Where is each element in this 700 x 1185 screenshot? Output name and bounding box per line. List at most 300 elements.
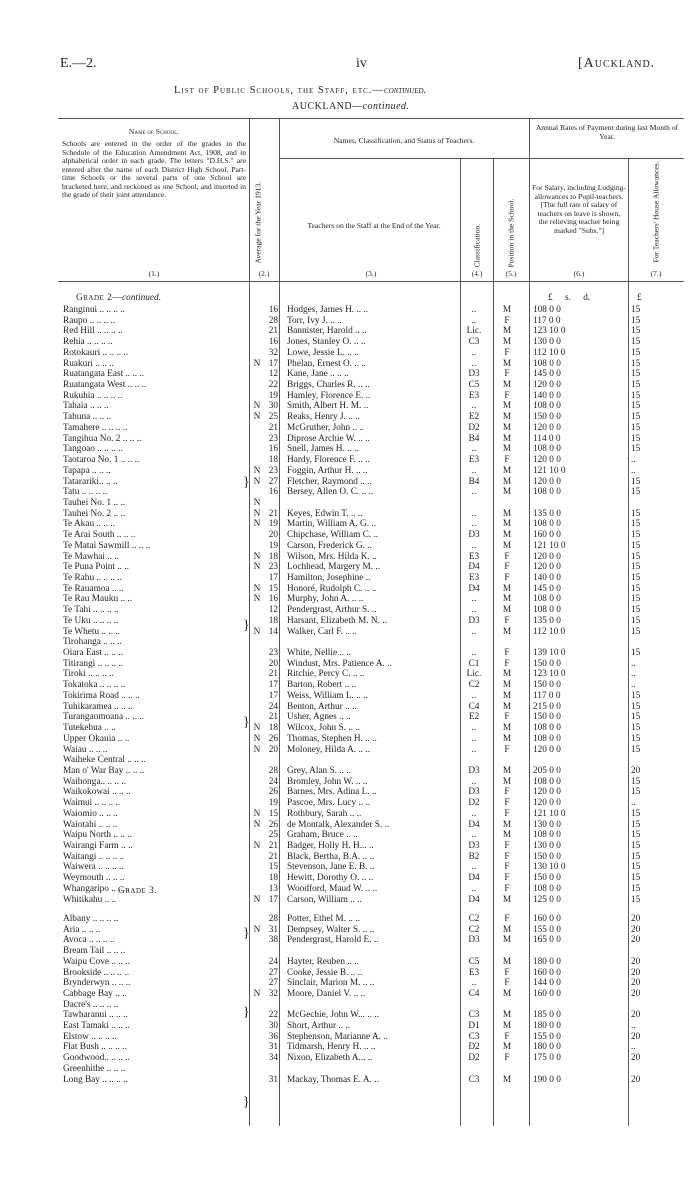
cell-pos: M xyxy=(502,465,512,476)
table-row xyxy=(63,809,683,819)
cell-teacher: Hayter, Reuben .. .. xyxy=(287,956,359,967)
cell-cls: B4 xyxy=(468,433,480,444)
cell-allow: 15 xyxy=(631,583,641,594)
cell-teacher: de Montalk, Alexander S. .. xyxy=(287,819,390,830)
cell-avg: 21 xyxy=(268,669,278,680)
table-row xyxy=(63,1000,683,1010)
cell-school: Aria .. .. .. xyxy=(63,924,101,935)
cell-cls: C3 xyxy=(468,1074,480,1085)
cell-cls: .. xyxy=(471,444,477,455)
cell-cls: .. xyxy=(471,808,477,819)
cell-pos: F xyxy=(504,873,510,884)
cell-cls: .. xyxy=(471,305,477,315)
cell-allow: 15 xyxy=(631,819,641,830)
table-row xyxy=(63,1064,683,1074)
cell-allow: 15 xyxy=(631,862,641,873)
cell-cls: .. xyxy=(471,519,477,530)
cell-school: Tiroki .. .. .. .. xyxy=(63,669,114,680)
cell-school: Waikokowai .. .. .. xyxy=(63,787,131,798)
table-row xyxy=(63,669,683,679)
cell-pay: 150 0 0 xyxy=(533,851,561,862)
table-row xyxy=(63,1042,683,1052)
cell-teacher: Usher, Agnes .. .. xyxy=(287,712,351,723)
cell-school: Te Uku .. .. .. .. xyxy=(63,615,119,626)
cell-school: Te Matai Sawmill .. .. .. xyxy=(63,540,151,551)
cell-teacher: Carson, Frederick G. .. xyxy=(287,540,372,551)
cell-pos: M xyxy=(502,326,512,337)
cell-teacher: Windust, Mrs. Patience A. .. xyxy=(287,658,392,669)
cell-n: N xyxy=(253,808,261,819)
cell-school: Weymouth .. .. .. xyxy=(63,873,125,884)
cell-avg: 21 xyxy=(268,326,278,337)
cell-teacher: Pascoe, Mrs. Lucy .. .. xyxy=(287,798,371,809)
cell-avg: 21 xyxy=(268,508,278,519)
cell-pos: M xyxy=(502,1042,512,1053)
cell-teacher: Diprose Archie W. .. .. xyxy=(287,433,370,444)
cell-allow: .. xyxy=(631,455,636,466)
cell-pos: M xyxy=(502,830,512,841)
cell-avg: 32 xyxy=(268,988,278,999)
cell-avg: 16 xyxy=(268,594,278,605)
cell-pay: 160 0 0 xyxy=(533,914,561,924)
cell-teacher: Graham, Bruce .. .. xyxy=(287,830,358,841)
cell-school: Tokirima Road .. .. .. xyxy=(63,690,140,701)
cell-teacher: Black, Bertha, B.A. .. .. xyxy=(287,851,375,862)
bracket: } xyxy=(243,715,250,730)
cell-allow: 15 xyxy=(631,894,641,905)
cell-pay: 108 0 0 xyxy=(533,723,561,734)
table-row xyxy=(63,562,683,572)
cell-avg: 27 xyxy=(268,978,278,989)
cell-pos: F xyxy=(504,883,510,894)
cell-pos: M xyxy=(502,605,512,616)
cell-school: Te Akau .. .. .. xyxy=(63,519,116,530)
cell-avg: 18 xyxy=(268,551,278,562)
cell-school: Tangoao .. .. .. .. xyxy=(63,444,123,455)
cell-pos: F xyxy=(504,978,510,989)
cell-allow: 15 xyxy=(631,562,641,573)
cell-pay: 190 0 0 xyxy=(533,1074,561,1085)
cell-pay: 114 0 0 xyxy=(533,433,561,444)
cell-teacher: Grey, Alan S. .. .. xyxy=(287,765,351,776)
cell-pos: M xyxy=(502,412,512,423)
cell-cls: E3 xyxy=(468,455,480,466)
cell-teacher: Weiss, William L. .. .. xyxy=(287,690,368,701)
cell-allow: 15 xyxy=(631,615,641,626)
cell-teacher: Moore, Daniel V. .. .. xyxy=(287,988,366,999)
cell-teacher: Stevenson, Jane E. B. .. xyxy=(287,862,375,873)
cell-pos: F xyxy=(504,1031,510,1042)
cell-pos: M xyxy=(502,422,512,433)
table-row xyxy=(63,423,683,433)
cell-cls: D4 xyxy=(468,894,480,905)
cell-teacher: Hardy, Florence F. .. .. xyxy=(287,455,370,466)
cell-avg: 23 xyxy=(268,648,278,659)
cell-cls: C3 xyxy=(468,337,480,348)
table-row xyxy=(63,1010,683,1020)
cell-allow: 15 xyxy=(631,337,641,348)
cell-school: Oiara East .. .. .. xyxy=(63,648,123,659)
cell-avg: 17 xyxy=(268,573,278,583)
cell-teacher: Harsant, Elizabeth M. N. .. xyxy=(287,615,387,626)
cell-school: Te Rau Mauku .. .. xyxy=(63,594,133,605)
cell-pay: 120 0 0 xyxy=(533,476,561,487)
cell-pay: 150 0 0 xyxy=(533,680,561,691)
cell-pos: M xyxy=(502,519,512,530)
cell-school: Whitikahu .. .. xyxy=(63,894,117,905)
currency-header: £ s. d. xyxy=(548,293,591,303)
cell-school: Brookside .. .. .. .. xyxy=(63,967,130,978)
cell-pay: 150 0 0 xyxy=(533,658,561,669)
cell-avg: 23 xyxy=(268,433,278,444)
cell-pos: F xyxy=(504,862,510,873)
cell-cls: C4 xyxy=(468,988,480,999)
cell-pay: 180 0 0 xyxy=(533,1021,561,1031)
cell-pos: M xyxy=(502,433,512,444)
table-row xyxy=(63,978,683,988)
cell-cls: C4 xyxy=(468,701,480,712)
cell-avg: 24 xyxy=(268,776,278,787)
cell-avg: 32 xyxy=(268,347,278,358)
cell-school: Te Tahi .. .. .. .. xyxy=(63,605,119,616)
cell-cls: D2 xyxy=(468,1042,480,1053)
cell-pos: M xyxy=(502,583,512,594)
cell-avg: 20 xyxy=(268,744,278,755)
cell-pay: 160 0 0 xyxy=(533,530,561,541)
cell-cls: D3 xyxy=(468,765,480,776)
cell-pay: 117 0 0 xyxy=(533,315,561,326)
table-row xyxy=(63,573,683,583)
cell-school: Waiwera .. .. .. .. xyxy=(63,862,124,873)
cell-teacher: Lochhead, Margery M. .. xyxy=(287,562,381,573)
table-row xyxy=(63,401,683,411)
cell-school: Waiheke Central .. .. .. xyxy=(63,755,146,766)
table-row xyxy=(63,852,683,862)
cell-pos: F xyxy=(504,455,510,466)
cell-allow: 15 xyxy=(631,315,641,326)
cell-pay: 112 10 0 xyxy=(533,626,566,637)
cell-avg: 14 xyxy=(268,626,278,637)
cell-teacher: Nixon, Elizabeth A... .. xyxy=(287,1053,373,1064)
cell-pay: 145 0 0 xyxy=(533,583,561,594)
cell-teacher: Sinclair, Marion M. .. .. xyxy=(287,978,375,989)
cell-pay: 123 10 0 xyxy=(533,669,566,680)
cell-allow: 15 xyxy=(631,519,641,530)
cell-allow: 15 xyxy=(631,401,641,412)
cell-allow: 15 xyxy=(631,551,641,562)
cell-pay: 108 0 0 xyxy=(533,487,561,498)
cell-cls: D1 xyxy=(468,1021,480,1031)
cell-cls: .. xyxy=(471,744,477,755)
table-row xyxy=(63,616,683,626)
cell-teacher: Woodford, Maud W. .. .. xyxy=(287,883,378,894)
cell-cls: C2 xyxy=(468,680,480,691)
table-row xyxy=(63,498,683,508)
cell-school: Tahaia .. .. .. xyxy=(63,401,109,412)
cell-allow: .. xyxy=(631,1021,636,1031)
cell-n: N xyxy=(253,497,261,508)
table-row xyxy=(63,968,683,978)
cell-school: Raupo .. .. .. .. xyxy=(63,315,116,326)
cell-teacher: Briggs, Charles R. .. .. xyxy=(287,380,370,391)
cell-allow: 15 xyxy=(631,380,641,391)
cell-pos: M xyxy=(502,733,512,744)
cell-cls: B2 xyxy=(468,851,480,862)
cell-school: Tangihua No. 2 .. .. .. xyxy=(63,433,142,444)
cell-pay: 150 0 0 xyxy=(533,712,561,723)
cell-n: N xyxy=(253,519,261,530)
cell-school: Ruatangata East .. .. .. xyxy=(63,369,145,380)
cell-pos: M xyxy=(502,819,512,830)
cell-cls: E3 xyxy=(468,967,480,978)
cell-pay: 121 10 0 xyxy=(533,540,566,551)
cell-avg: 36 xyxy=(268,1031,278,1042)
cell-avg: 31 xyxy=(268,1074,278,1085)
table-row xyxy=(63,691,683,701)
cell-n: N xyxy=(253,723,261,734)
cell-avg: 16 xyxy=(268,337,278,348)
cell-pay: 205 0 0 xyxy=(533,765,561,776)
table-row xyxy=(63,466,683,476)
table-row xyxy=(63,914,683,924)
cell-cls: E2 xyxy=(468,412,480,423)
table-row xyxy=(63,648,683,658)
cell-teacher: Torr, Ivy J. .. .. xyxy=(287,315,342,326)
cell-teacher: Smith, Albert H. M. .. xyxy=(287,401,369,412)
cell-allow: 15 xyxy=(631,305,641,315)
cell-school: Tauhei No. 1 .. .. xyxy=(63,497,126,508)
table-row xyxy=(63,337,683,347)
cell-avg: 23 xyxy=(268,465,278,476)
cell-allow: 15 xyxy=(631,390,641,401)
cell-cls: D3 xyxy=(468,841,480,851)
cell-cls: D4 xyxy=(468,819,480,830)
cell-n: N xyxy=(253,733,261,744)
cell-pay: 185 0 0 xyxy=(533,1010,561,1021)
bracket: } xyxy=(243,1005,250,1020)
cell-allow: 15 xyxy=(631,787,641,798)
table-row xyxy=(63,305,683,315)
cell-school: Te Puna Point .. .. xyxy=(63,562,129,573)
cell-allow: .. xyxy=(631,658,636,669)
cell-n: N xyxy=(253,626,261,637)
cell-cls: .. xyxy=(471,690,477,701)
table-row xyxy=(63,412,683,422)
cell-allow: 15 xyxy=(631,476,641,487)
cell-pos: F xyxy=(504,744,510,755)
cell-pay: 108 0 0 xyxy=(533,830,561,841)
cell-pay: 130 0 0 xyxy=(533,819,561,830)
cell-allow: 15 xyxy=(631,412,641,423)
cell-pay: 175 0 0 xyxy=(533,1053,561,1064)
cell-teacher: Tidmarsh, Henry H. .. .. xyxy=(287,1042,376,1053)
table-row xyxy=(63,946,683,956)
table-row xyxy=(63,925,683,935)
cell-allow: 20 xyxy=(631,1074,641,1085)
cell-cls: D2 xyxy=(468,1053,480,1064)
cell-school: Te Rahu .. .. .. .. xyxy=(63,573,122,583)
cell-cls: .. xyxy=(471,862,477,873)
cell-pay: 120 0 0 xyxy=(533,787,561,798)
cell-pay: 120 0 0 xyxy=(533,562,561,573)
cell-pay: 150 0 0 xyxy=(533,412,561,423)
cell-pay: 121 10 0 xyxy=(533,808,566,819)
cell-pos: M xyxy=(502,358,512,369)
cell-cls: .. xyxy=(471,401,477,412)
table-row xyxy=(63,712,683,722)
cell-pos: F xyxy=(504,808,510,819)
cell-avg: 17 xyxy=(268,894,278,905)
cell-teacher: Moloney, Hilda A. .. .. xyxy=(287,744,371,755)
cell-n: N xyxy=(253,988,261,999)
cell-cls: D4 xyxy=(468,873,480,884)
table-row xyxy=(63,755,683,765)
cell-teacher: Dempsey, Walter S. .. .. xyxy=(287,924,375,935)
cell-pay: 140 0 0 xyxy=(533,390,561,401)
cell-pos: M xyxy=(502,1010,512,1021)
cell-pay: 130 10 0 xyxy=(533,862,566,873)
cell-cls: D3 xyxy=(468,787,480,798)
cell-avg: 22 xyxy=(268,1010,278,1021)
cell-n: N xyxy=(253,924,261,935)
cell-cls: C1 xyxy=(468,658,480,669)
cell-pay: 160 0 0 xyxy=(533,967,561,978)
cell-teacher: McGruther, John .. .. xyxy=(287,422,365,433)
cell-cls: D3 xyxy=(468,615,480,626)
cell-pos: F xyxy=(504,615,510,626)
cell-school: Flat Bush .. .. .. .. xyxy=(63,1042,127,1053)
cell-teacher: Wilson, Mrs. Hilda K. .. xyxy=(287,551,377,562)
cell-avg: 24 xyxy=(268,956,278,967)
cell-pos: M xyxy=(502,305,512,315)
cell-pay: 108 0 0 xyxy=(533,444,561,455)
cell-school: Whangaripo .. .. .. xyxy=(63,883,130,894)
cell-teacher: White, Nellie .. .. xyxy=(287,648,352,659)
cell-allow: 15 xyxy=(631,776,641,787)
cell-avg: 25 xyxy=(268,412,278,423)
table-row xyxy=(63,841,683,851)
cell-teacher: Reaks, Henry J. .. .. xyxy=(287,412,360,423)
cell-n: N xyxy=(253,358,261,369)
cell-cls: C2 xyxy=(468,924,480,935)
cell-teacher: Mackay, Thomas E. A. .. xyxy=(287,1074,379,1085)
cell-avg: 19 xyxy=(268,798,278,809)
cell-allow: 20 xyxy=(631,935,641,946)
cell-pay: 155 0 0 xyxy=(533,1031,561,1042)
cell-cls: .. xyxy=(471,487,477,498)
cell-allow: 15 xyxy=(631,422,641,433)
cell-school: Te Mawhai .. .. xyxy=(63,551,119,562)
table-row xyxy=(63,584,683,594)
cell-pay: 108 0 0 xyxy=(533,358,561,369)
cell-school: Waimui .. .. .. .. xyxy=(63,798,121,809)
cell-cls: E3 xyxy=(468,551,480,562)
cell-pay: 180 0 0 xyxy=(533,1042,561,1053)
table-row xyxy=(63,444,683,454)
cell-school: Brynderwyn .. .. .. xyxy=(63,978,131,989)
cell-cls: .. xyxy=(471,883,477,894)
cell-n: N xyxy=(253,583,261,594)
cell-avg: 26 xyxy=(268,819,278,830)
cell-pay: 130 0 0 xyxy=(533,841,561,851)
cell-cls: D3 xyxy=(468,935,480,946)
cell-pos: M xyxy=(502,894,512,905)
table-row xyxy=(63,766,683,776)
cell-school: Titirangi .. .. .. .. xyxy=(63,658,124,669)
cell-school: Goodwood.. .. .. .. xyxy=(63,1053,130,1064)
cell-teacher: Hamley, Florence E. .. xyxy=(287,390,371,401)
cell-pay: 155 0 0 xyxy=(533,924,561,935)
cell-avg: 19 xyxy=(268,390,278,401)
cell-pos: F xyxy=(504,648,510,659)
cell-cls: C5 xyxy=(468,380,480,391)
cell-school: Red Hill .. .. .. .. xyxy=(63,326,123,337)
table-row xyxy=(63,552,683,562)
cell-teacher: Martin, William A. G. .. xyxy=(287,519,377,530)
cell-cls: Lic. xyxy=(466,669,482,680)
cell-teacher: McGechie, John W... .. .. xyxy=(287,1010,379,1021)
table-row xyxy=(63,594,683,604)
cell-school: Tuhikaramea .. .. .. xyxy=(63,701,133,712)
cell-allow: 15 xyxy=(631,508,641,519)
cell-pay: 108 0 0 xyxy=(533,776,561,787)
table-row xyxy=(63,820,683,830)
cell-pos: M xyxy=(502,701,512,712)
cell-school: Waitangi .. .. .. .. xyxy=(63,851,125,862)
table-row xyxy=(63,1075,683,1085)
cell-teacher: Stephenson, Marianne A. .. xyxy=(287,1031,388,1042)
cell-allow: 15 xyxy=(631,530,641,541)
cell-pos: F xyxy=(504,967,510,978)
cell-teacher: Snell, James H. .. .. xyxy=(287,444,359,455)
cell-school: Tapapa .. .. .. xyxy=(63,465,111,476)
cell-school: Tutekehua .. .. xyxy=(63,723,116,734)
cell-teacher: Cooke, Jessie B. .. .. xyxy=(287,967,363,978)
table-row xyxy=(63,348,683,358)
cell-avg: 18 xyxy=(268,723,278,734)
cell-pay: 120 0 0 xyxy=(533,455,561,466)
table-row xyxy=(63,359,683,369)
cell-cls: C2 xyxy=(468,914,480,924)
cell-avg: 17 xyxy=(268,358,278,369)
cell-n: N xyxy=(253,894,261,905)
cell-pay: 108 0 0 xyxy=(533,519,561,530)
cell-pay: 120 0 0 xyxy=(533,798,561,809)
table-row xyxy=(63,873,683,883)
cell-teacher: Bersey, Allen O. C. .. .. xyxy=(287,487,374,498)
cell-teacher: Keyes, Edwin T. .. .. xyxy=(287,508,363,519)
table-row xyxy=(63,723,683,733)
cell-pay: 112 10 0 xyxy=(533,347,566,358)
table-row xyxy=(63,369,683,379)
cell-school: East Tamaki .. .. .. xyxy=(63,1021,130,1031)
cell-pay: 180 0 0 xyxy=(533,956,561,967)
cell-pay: 108 0 0 xyxy=(533,594,561,605)
cell-pos: M xyxy=(502,540,512,551)
cell-teacher: Rothbury, Sarah .. .. xyxy=(287,808,362,819)
table-row xyxy=(63,935,683,945)
cell-avg: 28 xyxy=(268,914,278,924)
cell-n: N xyxy=(253,562,261,573)
cell-pos: M xyxy=(502,401,512,412)
cell-school: Te Arai South .. .. .. xyxy=(63,530,136,541)
cell-avg: 22 xyxy=(268,380,278,391)
cell-teacher: Honoré, Rudolph C. .. .. xyxy=(287,583,377,594)
cell-allow: .. xyxy=(631,1042,636,1053)
cell-allow: 15 xyxy=(631,540,641,551)
table-row xyxy=(63,637,683,647)
cell-teacher: Phelan, Ernest O. .. .. xyxy=(287,358,367,369)
